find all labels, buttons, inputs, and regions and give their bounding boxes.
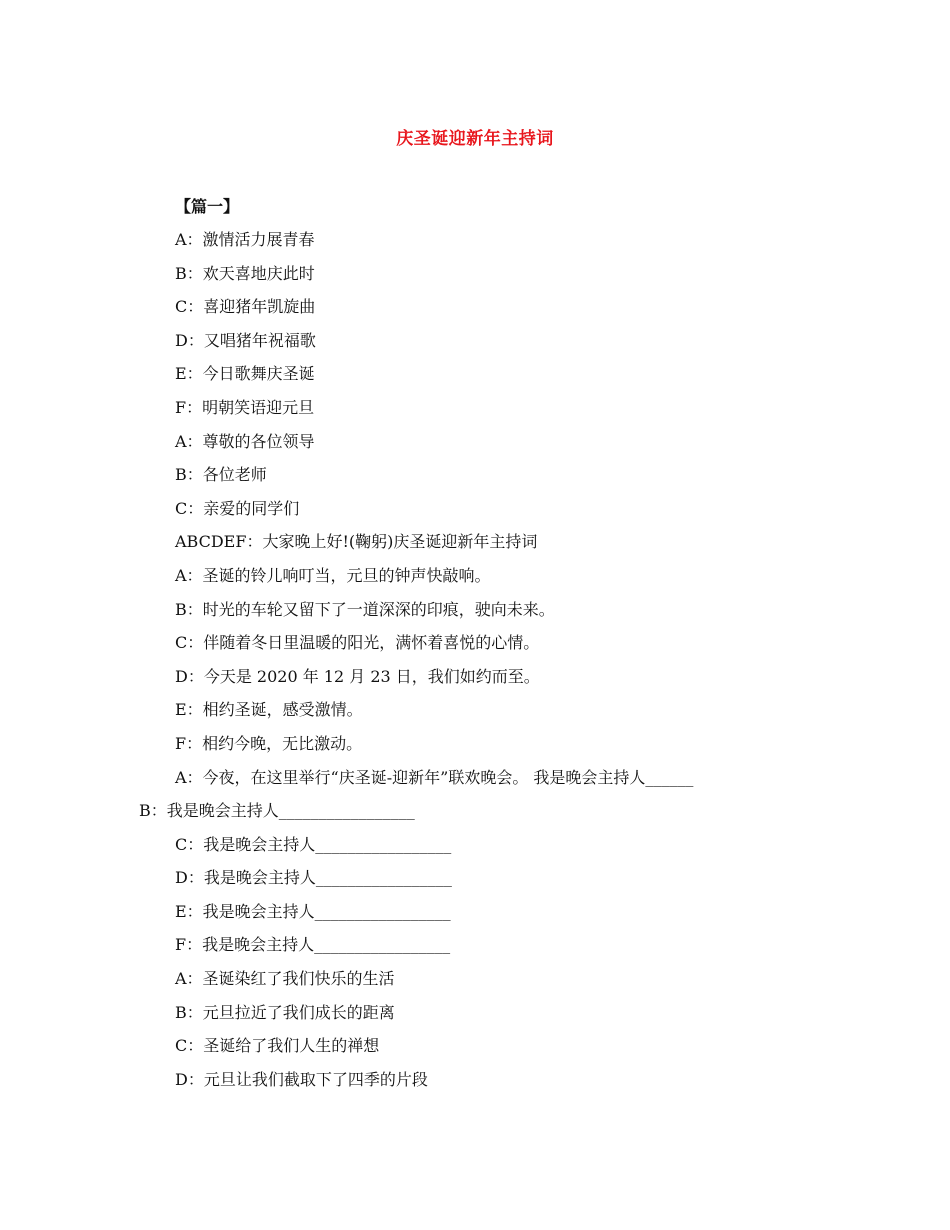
script-line: B：元旦拉近了我们成长的距离 bbox=[175, 1002, 395, 1022]
script-line: A：尊敬的各位领导 bbox=[175, 431, 315, 451]
script-line: A：圣诞的铃儿响叮当，元旦的钟声快敲响。 bbox=[175, 565, 491, 585]
script-line: C：喜迎猪年凯旋曲 bbox=[175, 297, 316, 317]
section-heading: 【篇一】 bbox=[175, 197, 240, 216]
script-line: E：我是晚会主持人_________________ bbox=[175, 901, 451, 921]
script-line: C：我是晚会主持人_________________ bbox=[175, 834, 452, 854]
script-line: B：我是晚会主持人_________________ bbox=[139, 801, 415, 821]
script-lines bbox=[0, 226, 950, 1099]
script-line: D：又唱猪年祝福歌 bbox=[175, 330, 316, 350]
script-line: D：今天是 2020 年 12 月 23 日，我们如约而至。 bbox=[175, 666, 540, 686]
script-line: C：圣诞给了我们人生的禅想 bbox=[175, 1036, 380, 1056]
script-line: C：亲爱的同学们 bbox=[175, 498, 300, 518]
script-line: B：时光的车轮又留下了一道深深的印痕，驶向未来。 bbox=[175, 599, 555, 619]
script-line: C：伴随着冬日里温暖的阳光，满怀着喜悦的心情。 bbox=[175, 633, 540, 653]
script-line: D：我是晚会主持人_________________ bbox=[175, 868, 452, 888]
script-line: ABCDEF：大家晚上好!(鞠躬)庆圣诞迎新年主持词 bbox=[175, 532, 538, 552]
script-line: F：相约今晚，无比激动。 bbox=[175, 733, 363, 753]
script-line: B：各位老师 bbox=[175, 465, 267, 485]
script-line: E：今日歌舞庆圣诞 bbox=[175, 364, 315, 384]
script-line: F：我是晚会主持人_________________ bbox=[175, 935, 451, 955]
script-line: A：圣诞染红了我们快乐的生活 bbox=[175, 969, 395, 989]
document-title: 庆圣诞迎新年主持词 bbox=[396, 129, 554, 149]
script-line: A：今夜，在这里举行“庆圣诞-迎新年”联欢晚会。 我是晚会主持人______ bbox=[175, 767, 694, 787]
script-line: A：激情活力展青春 bbox=[175, 230, 315, 249]
script-line: D：元旦让我们截取下了四季的片段 bbox=[175, 1069, 428, 1089]
script-line: E：相约圣诞，感受激情。 bbox=[175, 700, 363, 720]
script-line: F：明朝笑语迎元旦 bbox=[175, 397, 315, 417]
script-line: B：欢天喜地庆此时 bbox=[175, 263, 315, 283]
